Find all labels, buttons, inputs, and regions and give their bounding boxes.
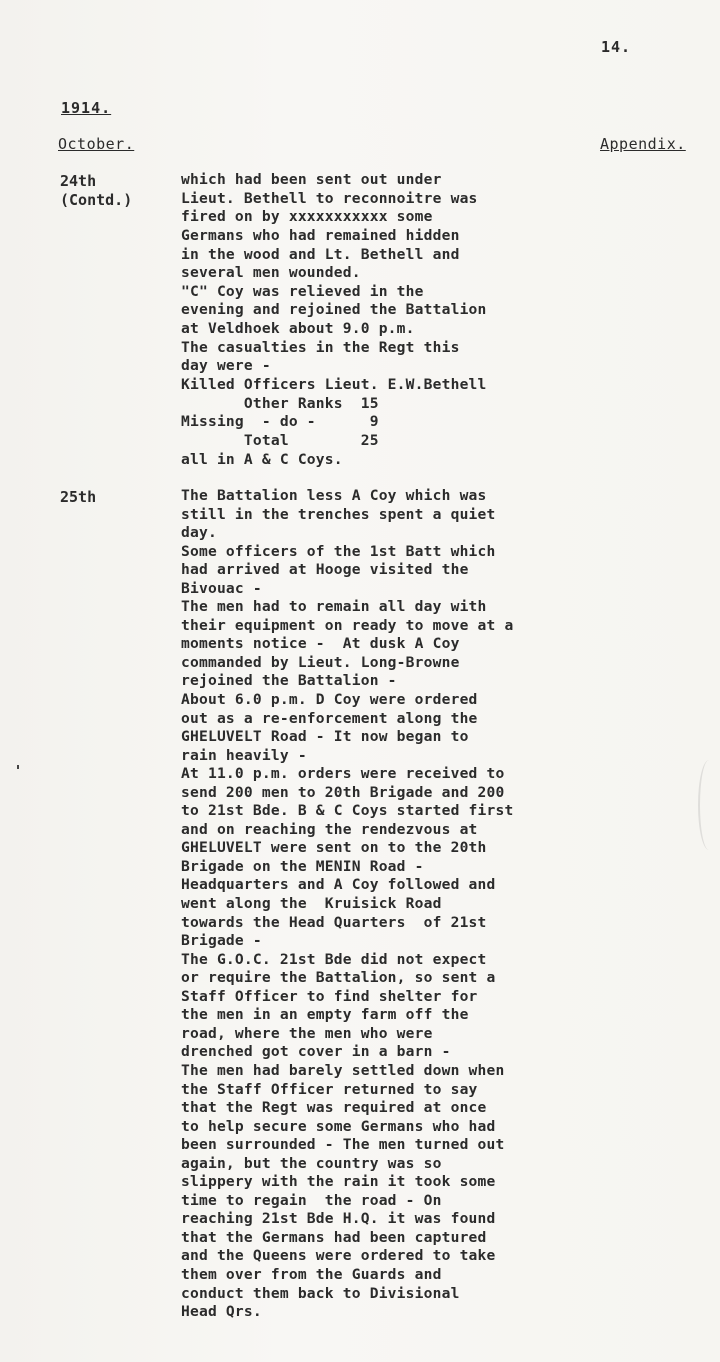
text-line: to help secure some Germans who had bbox=[181, 1117, 496, 1135]
text-line: again, but the country was so bbox=[181, 1154, 442, 1172]
text-line: fired on by xxxxxxxxxxx some bbox=[181, 208, 433, 226]
text-line: slippery with the rain it took some bbox=[181, 1173, 496, 1191]
text-line: moments notice - At dusk A Coy bbox=[181, 635, 460, 653]
text-line: Other Ranks 15 bbox=[181, 394, 379, 412]
stray-ink-mark bbox=[17, 765, 19, 769]
text-line: went along the Kruisick Road bbox=[181, 895, 442, 913]
text-line: that the Germans had been captured bbox=[181, 1228, 487, 1246]
text-line: The men had barely settled down when bbox=[181, 1061, 505, 1079]
text-line: or require the Battalion, so sent a bbox=[181, 969, 496, 987]
text-line: The G.O.C. 21st Bde did not expect bbox=[181, 950, 487, 968]
text-line: Some officers of the 1st Batt which bbox=[181, 542, 496, 560]
appendix-heading: Appendix. bbox=[600, 135, 686, 153]
text-line: road, where the men who were bbox=[181, 1024, 433, 1042]
month-heading: October. bbox=[58, 135, 135, 153]
text-line: At 11.0 p.m. orders were received to bbox=[181, 765, 505, 783]
text-line: Headquarters and A Coy followed and bbox=[181, 876, 496, 894]
text-line: time to regain the road - On bbox=[181, 1191, 442, 1209]
text-line: Lieut. Bethell to reconnoitre was bbox=[181, 189, 478, 207]
text-line: the Staff Officer returned to say bbox=[181, 1080, 478, 1098]
text-line: Staff Officer to find shelter for bbox=[181, 987, 478, 1005]
text-line: "C" Coy was relieved in the bbox=[181, 282, 424, 300]
text-line: The casualties in the Regt this bbox=[181, 338, 460, 356]
text-line: that the Regt was required at once bbox=[181, 1099, 487, 1117]
text-line: towards the Head Quarters of 21st bbox=[181, 913, 487, 931]
text-line: day were - bbox=[181, 357, 271, 375]
entry-date-25th: 25th bbox=[60, 488, 97, 506]
text-line: out as a re-enforcement along the bbox=[181, 709, 478, 727]
text-line: commanded by Lieut. Long-Browne bbox=[181, 653, 460, 671]
text-line: The men had to remain all day with bbox=[181, 598, 487, 616]
text-line: and on reaching the rendezvous at bbox=[181, 820, 478, 838]
text-line: which had been sent out under bbox=[181, 171, 442, 188]
text-line: drenched got cover in a barn - bbox=[181, 1043, 451, 1061]
text-line: Total 25 bbox=[181, 431, 379, 449]
text-line: several men wounded. bbox=[181, 264, 361, 282]
text-line: at Veldhoek about 9.0 p.m. bbox=[181, 320, 415, 338]
text-line: to 21st Bde. B & C Coys started first bbox=[181, 802, 514, 820]
text-line: GHELUVELT were sent on to the 20th bbox=[181, 839, 487, 857]
text-line: The Battalion less A Coy which was bbox=[181, 487, 487, 504]
entry-text-24th bbox=[181, 171, 601, 469]
text-line: Killed Officers Lieut. E.W.Bethell bbox=[181, 376, 487, 394]
text-line: Brigade - bbox=[181, 932, 262, 950]
text-line: had arrived at Hooge visited the bbox=[181, 561, 469, 579]
text-line: reaching 21st Bde H.Q. it was found bbox=[181, 1210, 496, 1228]
text-line: rain heavily - bbox=[181, 746, 307, 764]
year-heading: 1914. bbox=[61, 99, 112, 117]
text-line: GHELUVELT Road - It now began to bbox=[181, 728, 469, 746]
text-line: the men in an empty farm off the bbox=[181, 1006, 469, 1024]
text-line: Missing - do - 9 bbox=[181, 413, 379, 431]
text-line: still in the trenches spent a quiet bbox=[181, 505, 496, 523]
text-line: About 6.0 p.m. D Coy were ordered bbox=[181, 691, 478, 709]
text-line: them over from the Guards and bbox=[181, 1265, 442, 1283]
text-line: send 200 men to 20th Brigade and 200 bbox=[181, 783, 505, 801]
text-line: Germans who had remained hidden bbox=[181, 226, 460, 244]
text-line: and the Queens were ordered to take bbox=[181, 1247, 496, 1265]
text-line: Brigade on the MENIN Road - bbox=[181, 857, 424, 875]
text-line: in the wood and Lt. Bethell and bbox=[181, 245, 460, 263]
text-line: day. bbox=[181, 524, 217, 542]
text-line: evening and rejoined the Battalion bbox=[181, 301, 487, 319]
text-line: their equipment on ready to move at a bbox=[181, 616, 514, 634]
text-line: rejoined the Battalion - bbox=[181, 672, 397, 690]
paper-edge-shadow bbox=[698, 760, 720, 850]
text-line: Head Qrs. bbox=[181, 1303, 262, 1321]
text-line: Bivouac - bbox=[181, 579, 262, 597]
text-line: been surrounded - The men turned out bbox=[181, 1136, 505, 1154]
entry-date-24th: 24th (Contd.) bbox=[60, 172, 133, 209]
text-line: conduct them back to Divisional bbox=[181, 1284, 460, 1302]
page-number: 14. bbox=[601, 38, 632, 56]
text-line: all in A & C Coys. bbox=[181, 450, 343, 468]
entry-text-25th bbox=[181, 487, 601, 1322]
